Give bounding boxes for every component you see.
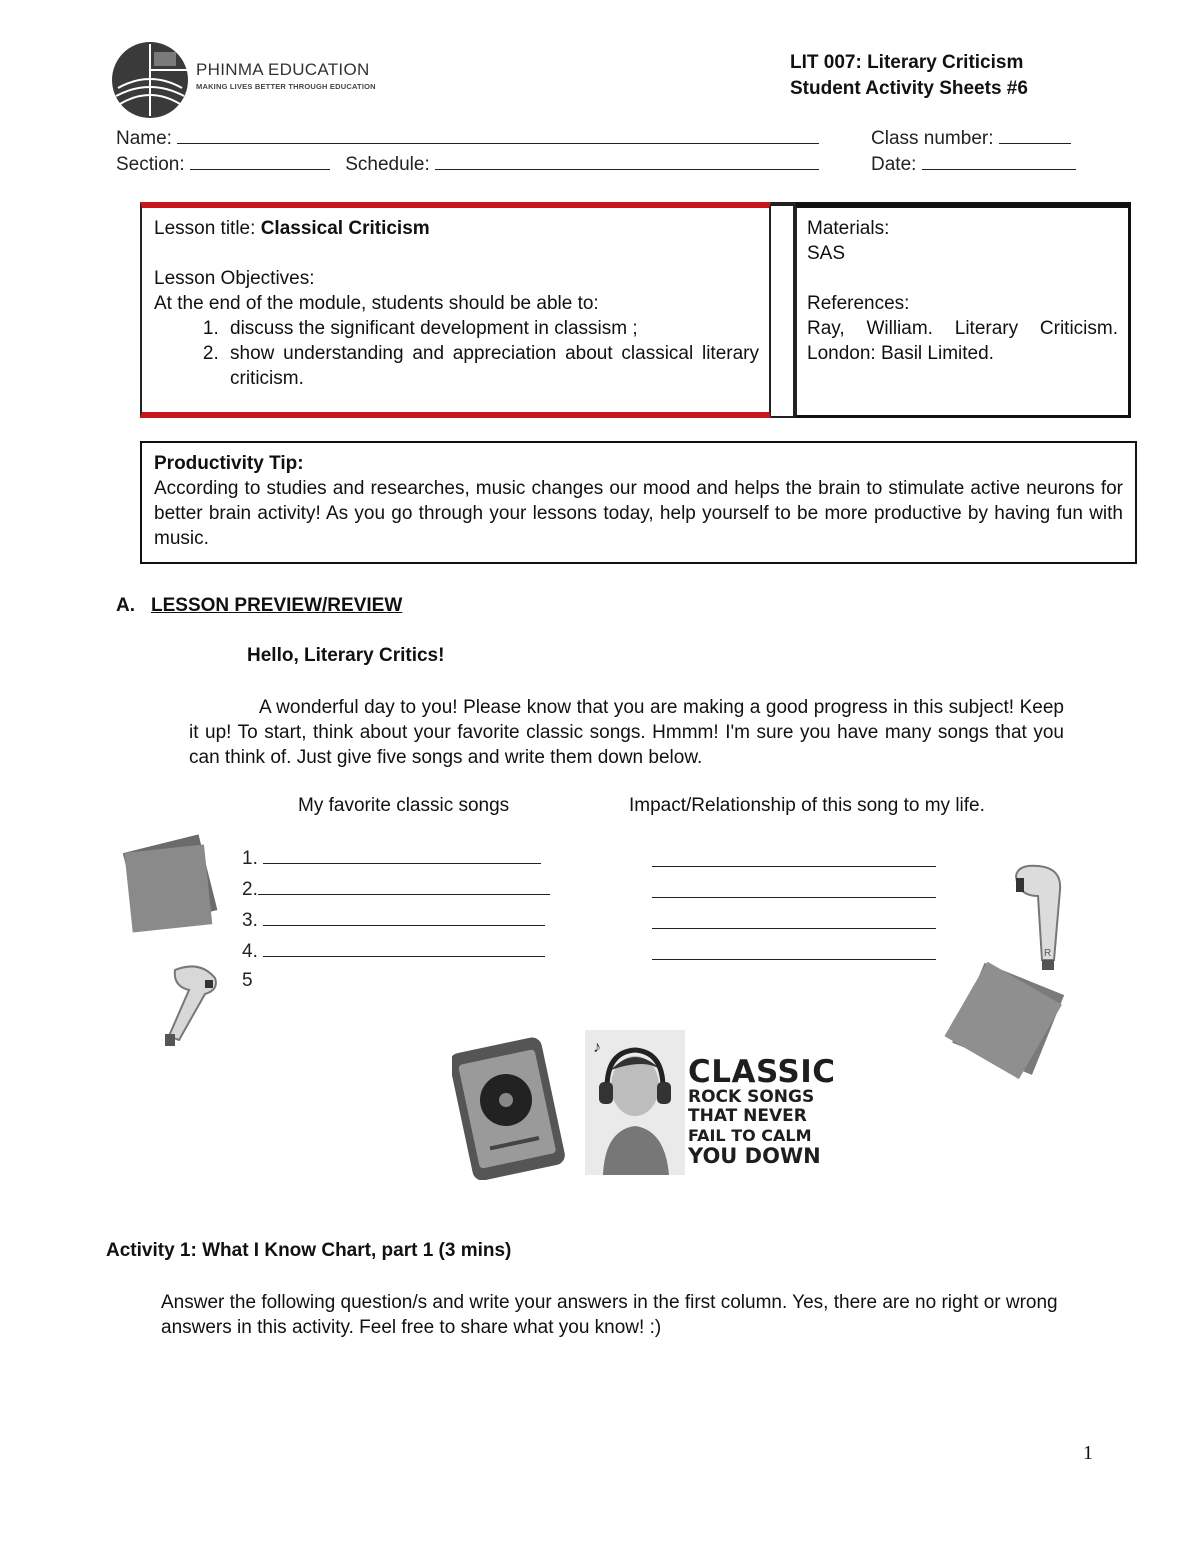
- section-a-title: LESSON PREVIEW/REVIEW: [151, 595, 403, 616]
- date-label: Date:: [871, 154, 917, 175]
- col-impact-header: Impact/Relationship of this song to my life.: [629, 795, 985, 816]
- activity-1-text: Answer the following question/s and write your answers in the first column. Yes, there are no right or wrong answers in this activity. Feel free to share what you know! :): [161, 1292, 1058, 1338]
- objective-item: 2. show understanding and appreciation about classical literary criticism.: [224, 341, 759, 391]
- song-number: 3.: [242, 910, 258, 931]
- earbud-letter: R: [1044, 948, 1052, 959]
- banner-line: ROCK SONGS: [688, 1087, 815, 1107]
- song-field[interactable]: [263, 908, 545, 926]
- box-divider: [771, 202, 795, 418]
- materials-label: Materials:: [807, 218, 890, 239]
- references-value: Ray, William. Literary Criticism. London: Basil Limited.: [807, 318, 1118, 364]
- phinma-logo-icon: [110, 40, 190, 120]
- impact-field[interactable]: [652, 849, 936, 867]
- col-songs-header: My favorite classic songs: [298, 795, 510, 816]
- song-field[interactable]: [263, 846, 541, 864]
- song-number: 2.: [242, 879, 258, 900]
- date-row: [871, 152, 1076, 176]
- paper-squares-icon: [938, 962, 1078, 1082]
- section-label: Section:: [116, 154, 185, 175]
- paper-squares-icon: [118, 830, 228, 940]
- song-field[interactable]: [258, 877, 550, 895]
- greeting: Hello, Literary Critics!: [247, 645, 445, 666]
- intro-text: A wonderful day to you! Please know that you are making a good progress in this subject! Keep it up! To start, think about your favorite classic songs. Hmmm! I'm sure you have many songs that you can think of. Just give five songs and write them down below.: [189, 697, 1064, 768]
- music-phone-icon: [452, 1030, 572, 1180]
- classic-rock-banner: [688, 1056, 843, 1167]
- productivity-tip-box: [140, 441, 1137, 564]
- org-name: PHINMA EDUCATION: [196, 60, 370, 79]
- banner-line: THAT NEVER: [688, 1106, 807, 1126]
- name-field[interactable]: [177, 126, 819, 144]
- section-row: [116, 152, 819, 176]
- section-field[interactable]: [190, 152, 330, 170]
- activity-1-title: Activity 1: What I Know Chart, part 1 (3 mins): [106, 1240, 512, 1261]
- song-row: [242, 939, 545, 963]
- banner-line: FAIL TO CALM: [688, 1126, 812, 1145]
- earbud-icon: [155, 960, 225, 1050]
- lesson-title-row: [154, 216, 759, 241]
- song-number: 1.: [242, 848, 258, 869]
- name-row: [116, 126, 819, 150]
- objective-item: 1. discuss the significant development in classism ;: [224, 316, 759, 341]
- song-row: [242, 846, 541, 870]
- materials-value: SAS: [807, 243, 846, 264]
- headphones-person-icon: [585, 1030, 685, 1175]
- objectives-list: [154, 316, 759, 391]
- song-row: [242, 970, 253, 992]
- song-number: 5: [242, 970, 253, 991]
- impact-field[interactable]: [652, 942, 936, 960]
- class-number-row: [871, 126, 1071, 150]
- class-number-field[interactable]: [999, 126, 1071, 144]
- materials-box: [795, 202, 1131, 418]
- song-number: 4.: [242, 941, 258, 962]
- intro-paragraph: [189, 695, 1064, 770]
- lesson-title-label: Lesson title:: [154, 218, 256, 239]
- objectives-label: Lesson Objectives:: [154, 268, 315, 289]
- section-a-letter: A.: [116, 595, 135, 616]
- page-number: 1: [1083, 1442, 1093, 1464]
- section-a-heading: [116, 595, 402, 617]
- svg-text:♪: ♪: [593, 1039, 601, 1056]
- org-tagline: MAKING LIVES BETTER THROUGH EDUCATION: [196, 82, 376, 91]
- tip-label: Productivity Tip:: [154, 453, 304, 474]
- song-row: [242, 908, 545, 932]
- tip-text: According to studies and researches, music changes our mood and helps the brain to stimulate active neurons for better brain activity! As you go through your lessons today, help yourself to be more productive by having fun with music.: [154, 478, 1123, 549]
- objectives-intro: At the end of the module, students should be able to:: [154, 293, 599, 314]
- date-field[interactable]: [922, 152, 1076, 170]
- lesson-title: Classical Criticism: [260, 218, 430, 239]
- sheet-title: Student Activity Sheets #6: [790, 78, 1028, 99]
- impact-field[interactable]: [652, 880, 936, 898]
- earbud-right-icon: [1008, 860, 1068, 975]
- course-title: LIT 007: Literary Criticism: [790, 52, 1024, 73]
- lesson-box: [140, 202, 771, 418]
- name-label: Name:: [116, 128, 172, 149]
- references-label: References:: [807, 293, 910, 314]
- schedule-label: Schedule:: [345, 154, 430, 175]
- banner-line: YOU DOWN: [688, 1144, 821, 1168]
- impact-field[interactable]: [652, 911, 936, 929]
- class-number-label: Class number:: [871, 128, 994, 149]
- song-field[interactable]: [263, 939, 545, 957]
- schedule-field[interactable]: [435, 152, 819, 170]
- song-row: [242, 877, 550, 901]
- banner-line: CLASSIC: [688, 1054, 836, 1090]
